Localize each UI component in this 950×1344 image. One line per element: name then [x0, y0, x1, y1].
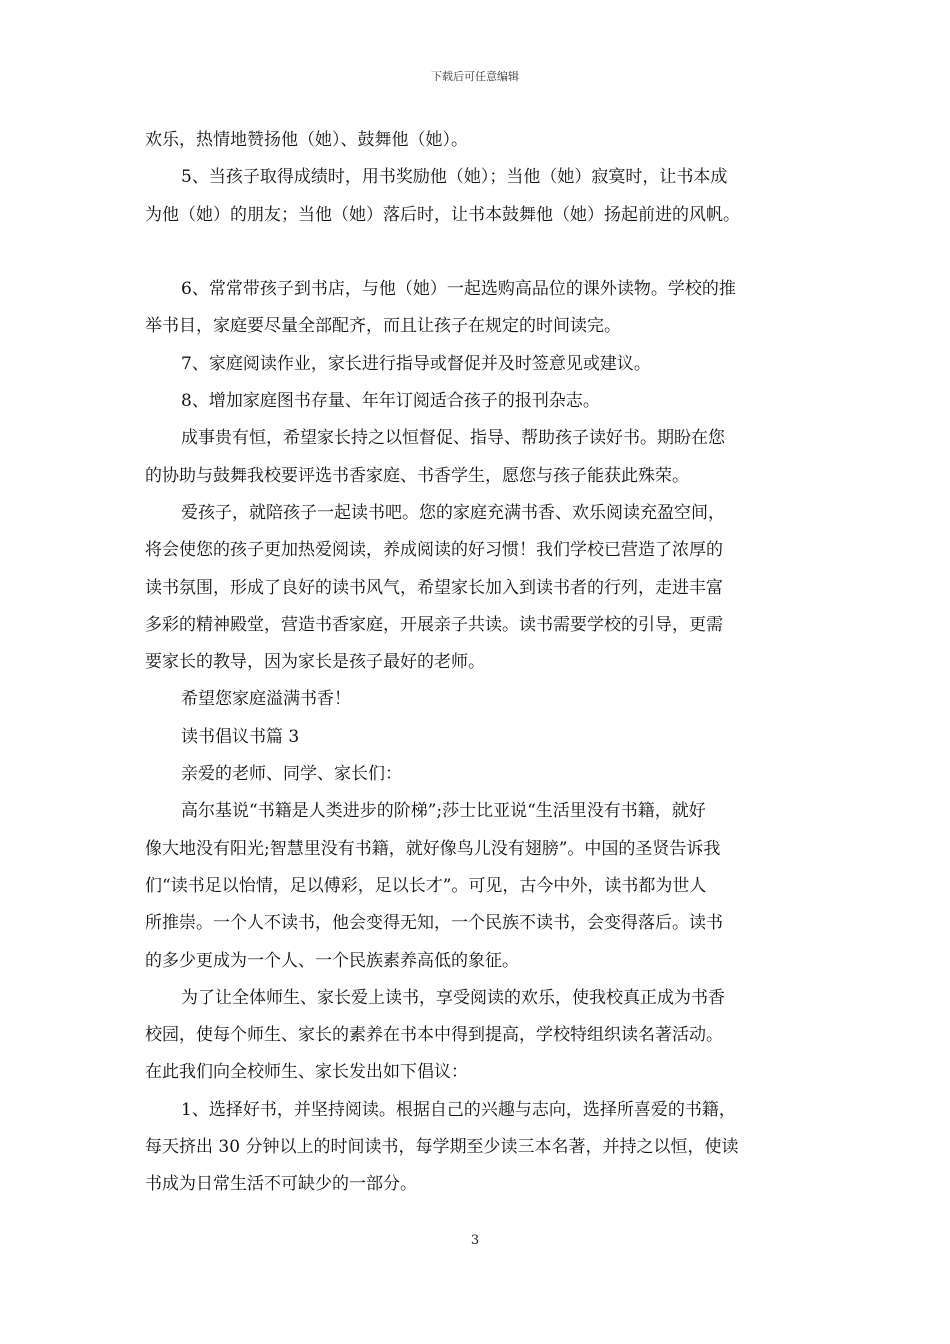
text-line: 像大地没有阳光;智慧里没有书籍，就好像鸟儿没有翅膀”。中国的圣贤告诉我 [145, 838, 721, 859]
salutation: 亲爱的老师、同学、家长们： [181, 764, 402, 785]
section-title: 读书倡议书篇 3 [181, 726, 300, 747]
text-line: 每天挤出 30 分钟以上的时间读书，每学期至少读三本名著，并持之以恒，使读 [145, 1137, 739, 1158]
page-number: 3 [470, 1233, 480, 1248]
text-line: 读书氛围，形成了良好的读书风气，希望家长加入到读书者的行列，走进丰富 [145, 577, 723, 598]
text-line: 将会使您的孩子更加热爱阅读，养成阅读的好习惯！我们学校已营造了浓厚的 [145, 540, 723, 561]
text-line: 校园，使每个师生、家长的素养在书本中得到提高，学校特组织读名著活动。 [145, 1025, 723, 1046]
text-line: 5、当孩子取得成绩时，用书奖励他（她）；当他（她）寂寞时，让书本成 [181, 167, 728, 188]
text-line: 成事贵有恒，希望家长持之以恒督促、指导、帮助孩子读好书。期盼在您 [181, 428, 725, 449]
text-line: 高尔基说“书籍是人类进步的阶梯”;莎士比亚说“生活里没有书籍，就好 [181, 801, 706, 822]
text-line: 的协助与鼓舞我校要评选书香家庭、书香学生，愿您与孩子能获此殊荣。 [145, 465, 689, 486]
text-line: 欢乐，热情地赞扬他（她）、鼓舞他（她）。 [145, 130, 468, 150]
text-line: 为了让全体师生、家长爱上读书，享受阅读的欢乐，使我校真正成为书香 [181, 987, 725, 1008]
text-line: 8、增加家庭图书存量、年年订阅适合孩子的报刊杂志。 [181, 391, 600, 412]
text-line: 7、家庭阅读作业，家长进行指导或督促并及时签意见或建议。 [181, 353, 651, 374]
text-line: 在此我们向全校师生、家长发出如下倡议： [145, 1062, 468, 1083]
text-line: 书成为日常生活不可缺少的一部分。 [145, 1174, 417, 1195]
document-body [145, 122, 810, 1204]
text-line: 的多少更成为一个人、一个民族素养高低的象征。 [145, 950, 519, 971]
text-line: 多彩的精神殿堂，营造书香家庭，开展亲子共读。读书需要学校的引导，更需 [145, 614, 723, 635]
text-line: 们“读书足以怡情，足以傅彩，足以长才”。可见，古今中外，读书都为世人 [145, 875, 707, 896]
text-line: 要家长的教导，因为家长是孩子最好的老师。 [145, 652, 485, 673]
text-line: 1、选择好书，并坚持阅读。根据自己的兴趣与志向，选择所喜爱的书籍， [181, 1099, 736, 1120]
text-line: 爱孩子，就陪孩子一起读书吧。您的家庭充满书香、欢乐阅读充盈空间， [181, 502, 725, 523]
text-line: 希望您家庭溢满书香！ [181, 689, 351, 710]
paragraph-gap [145, 234, 810, 271]
text-line: 举书目，家庭要尽量全部配齐，而且让孩子在规定的时间读完。 [145, 316, 621, 337]
text-line: 所推崇。一个人不读书，他会变得无知，一个民族不读书，会变得落后。读书 [145, 913, 723, 934]
text-line: 为他（她）的朋友；当他（她）落后时，让书本鼓舞他（她）扬起前进的风帆。 [145, 204, 740, 225]
page-header: 下载后可任意编辑 [431, 70, 519, 83]
text-line: 6、常常带孩子到书店，与他（她）一起选购高品位的课外读物。学校的推 [181, 279, 736, 300]
